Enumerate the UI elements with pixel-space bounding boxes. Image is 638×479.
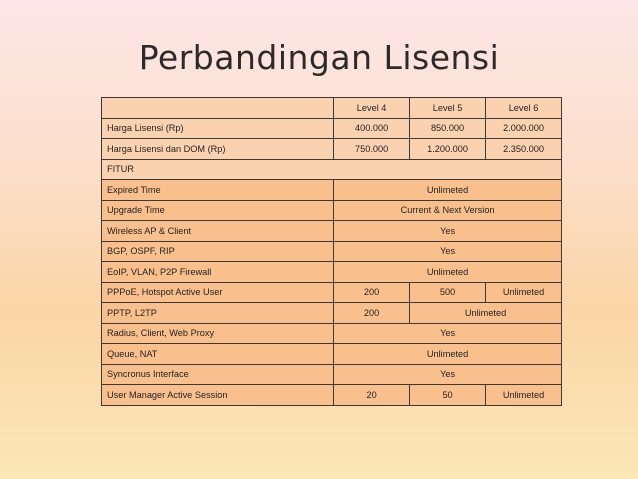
section-label: FITUR bbox=[102, 159, 562, 180]
cell-level-4: 400.000 bbox=[334, 118, 410, 139]
cell-all-levels: Unlimeted bbox=[334, 344, 562, 365]
slide-title: Perbandingan Lisensi bbox=[138, 38, 500, 77]
cell-level-6: Unlimeted bbox=[486, 385, 562, 406]
table-row bbox=[102, 364, 562, 385]
row-label: Harga Lisensi (Rp) bbox=[102, 118, 334, 139]
table-row bbox=[102, 139, 562, 160]
cell-all-levels: Unlimeted bbox=[334, 180, 562, 201]
cell-all-levels: Yes bbox=[334, 364, 562, 385]
table-row bbox=[102, 385, 562, 406]
row-label: Syncronus Interface bbox=[102, 364, 334, 385]
row-label: Expired Time bbox=[102, 180, 334, 201]
cell-all-levels: Yes bbox=[334, 241, 562, 262]
cell-level-6: Unlimeted bbox=[486, 282, 562, 303]
table-row bbox=[102, 200, 562, 221]
row-label: Harga Lisensi dan DOM (Rp) bbox=[102, 139, 334, 160]
row-label: Upgrade Time bbox=[102, 200, 334, 221]
row-label: EoIP, VLAN, P2P Firewall bbox=[102, 262, 334, 283]
cell-level-6: 2.000.000 bbox=[486, 118, 562, 139]
row-label: Wireless AP & Client bbox=[102, 221, 334, 242]
row-label: BGP, OSPF, RIP bbox=[102, 241, 334, 262]
table-row bbox=[102, 180, 562, 201]
header-level-4: Level 4 bbox=[334, 98, 410, 119]
cell-level-4: 750.000 bbox=[334, 139, 410, 160]
table-row bbox=[102, 221, 562, 242]
cell-level-6: 2.350.000 bbox=[486, 139, 562, 160]
header-level-5: Level 5 bbox=[410, 98, 486, 119]
header-level-6: Level 6 bbox=[486, 98, 562, 119]
row-label: Radius, Client, Web Proxy bbox=[102, 323, 334, 344]
row-label: PPPoE, Hotspot Active User bbox=[102, 282, 334, 303]
cell-level-5: 500 bbox=[410, 282, 486, 303]
row-label: Queue, NAT bbox=[102, 344, 334, 365]
cell-all-levels: Unlimeted bbox=[334, 262, 562, 283]
table-row bbox=[102, 344, 562, 365]
cell-all-levels: Yes bbox=[334, 323, 562, 344]
cell-level-4: 20 bbox=[334, 385, 410, 406]
cell-level-5-6: Unlimeted bbox=[410, 303, 562, 324]
row-label: User Manager Active Session bbox=[102, 385, 334, 406]
cell-level-5: 50 bbox=[410, 385, 486, 406]
cell-all-levels: Current & Next Version bbox=[334, 200, 562, 221]
table-row bbox=[102, 262, 562, 283]
cell-level-5: 1.200.000 bbox=[410, 139, 486, 160]
cell-level-4: 200 bbox=[334, 282, 410, 303]
cell-all-levels: Yes bbox=[334, 221, 562, 242]
table-row bbox=[102, 282, 562, 303]
row-label: PPTP, L2TP bbox=[102, 303, 334, 324]
table-row bbox=[102, 118, 562, 139]
table-row bbox=[102, 241, 562, 262]
cell-level-5: 850.000 bbox=[410, 118, 486, 139]
table-row bbox=[102, 303, 562, 324]
table-section-row bbox=[102, 159, 562, 180]
license-comparison-table bbox=[101, 97, 562, 406]
table-header-row bbox=[102, 98, 562, 119]
header-empty-cell bbox=[102, 98, 334, 119]
table-row bbox=[102, 323, 562, 344]
cell-level-4: 200 bbox=[334, 303, 410, 324]
